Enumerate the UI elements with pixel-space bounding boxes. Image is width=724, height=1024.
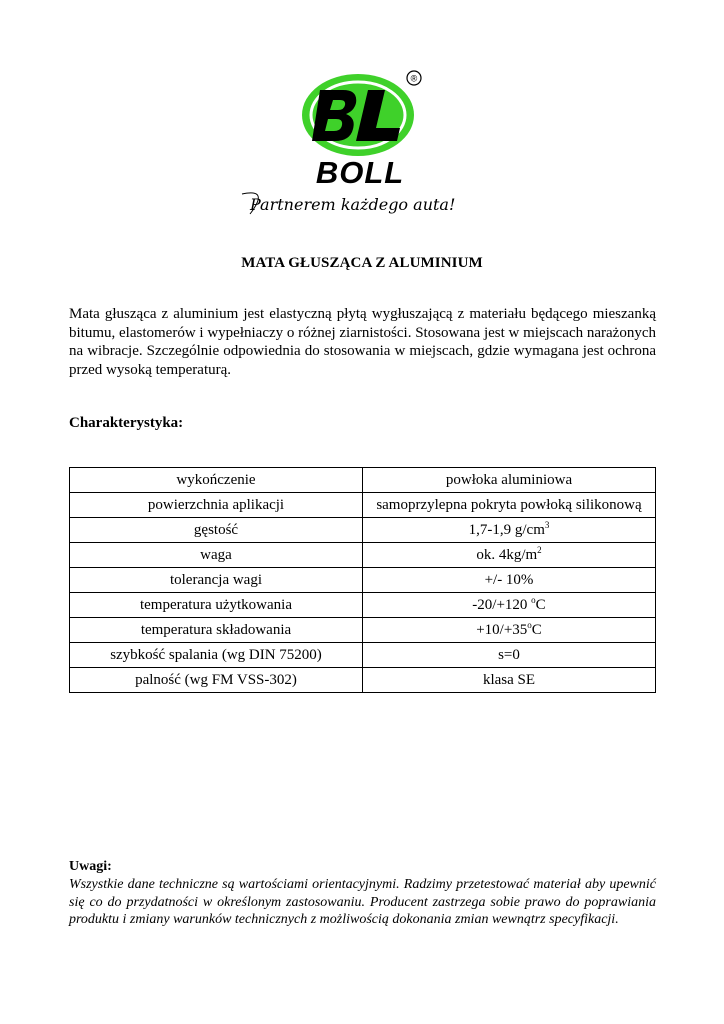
table-row	[70, 618, 656, 643]
spec-value: samoprzylepna pokryta powłoką silikonową	[363, 493, 656, 518]
table-row	[70, 493, 656, 518]
table-row	[70, 468, 656, 493]
spec-value: -20/+120 $^o$C	[363, 593, 656, 618]
logo-brand-text: BOLL	[315, 155, 405, 190]
spec-label: wykończenie	[70, 468, 363, 493]
spec-label: temperatura użytkowania	[70, 593, 363, 618]
table-row	[70, 593, 656, 618]
notes-heading: Uwagi:	[69, 859, 112, 874]
table-row	[70, 543, 656, 568]
spec-table	[69, 467, 656, 693]
spec-label: powierzchnia aplikacji	[70, 493, 363, 518]
spec-value: ok. $4kg/m^2$	[363, 543, 656, 568]
spec-label: palność (wg FM VSS-302)	[70, 668, 363, 693]
spec-value: +/- 10%	[363, 568, 656, 593]
spec-label: gęstość	[70, 518, 363, 543]
table-row	[70, 518, 656, 543]
spec-label: temperatura składowania	[70, 618, 363, 643]
spec-label: tolerancja wagi	[70, 568, 363, 593]
characteristics-heading: Charakterystyka:	[69, 415, 184, 431]
table-row	[70, 568, 656, 593]
logo-slogan: Partnerem każdego auta!	[250, 195, 456, 214]
boll-logo-graphic	[240, 62, 490, 222]
spec-label: waga	[70, 543, 363, 568]
intro-paragraph: Mata głusząca z aluminium jest elastyczną płytą wygłuszającą z materiału będącego mieszanką bitumu, elastomerów i wypełniaczy o różnej ziarnistości. Stosowana jest w miejscach narażonych na wibracje. Szczególnie odpowiednia do stosowania w miejscach, gdzie wymagana jest ochrona przed wysoką temperaturą.	[69, 306, 656, 378]
table-row	[70, 643, 656, 668]
spec-value: powłoka aluminiowa	[363, 468, 656, 493]
table-row	[70, 668, 656, 693]
notes-paragraph: Wszystkie dane techniczne są wartościami orientacyjnymi. Radzimy przetestować materiał aby upewnić się co do przydatności w określonym zastosowaniu. Producent zastrzega sobie prawo do poprawiania produktu i zmiany warunków technicznych z możliwością dokonania zmian wewnątrz specyfikacji.	[69, 877, 656, 927]
document-title: MATA GŁUSZĄCA Z ALUMINIUM	[241, 255, 483, 271]
spec-value: s=0	[363, 643, 656, 668]
registered-mark-text: ®	[410, 73, 418, 84]
spec-value: $+10/+35^oC$	[363, 618, 656, 643]
spec-value: klasa SE	[363, 668, 656, 693]
spec-value: 1,7-1,9 $g/cm^3$	[363, 518, 656, 543]
spec-label: szybkość spalania (wg DIN 75200)	[70, 643, 363, 668]
boll-logo	[240, 62, 490, 222]
